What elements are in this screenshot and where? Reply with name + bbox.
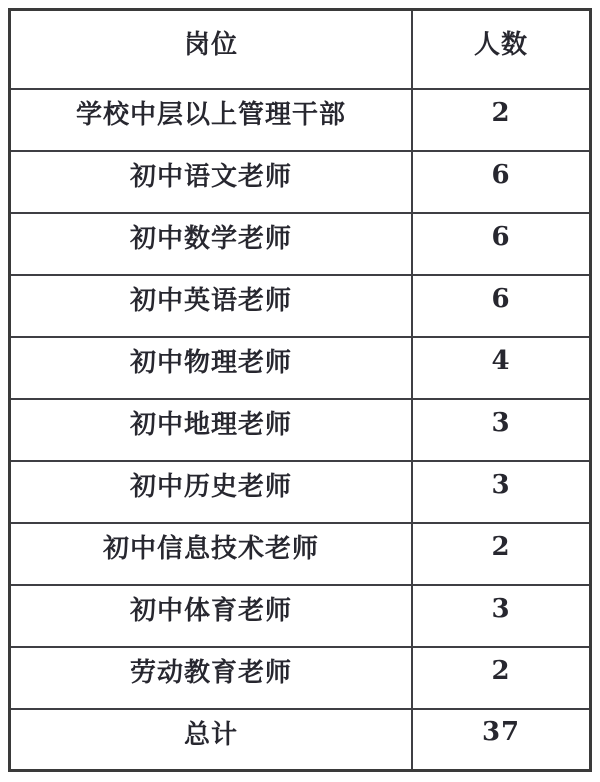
- count-cell: 6: [412, 275, 590, 337]
- table-row: [10, 461, 591, 523]
- table-row: [10, 523, 591, 585]
- position-cell: 总计: [10, 709, 413, 771]
- position-cell: 初中历史老师: [10, 461, 413, 523]
- table-row: [10, 151, 591, 213]
- header-row: [10, 10, 591, 89]
- count-cell: 37: [412, 709, 590, 771]
- count-cell: 6: [412, 213, 590, 275]
- position-cell: 劳动教育老师: [10, 647, 413, 709]
- count-cell: 2: [412, 523, 590, 585]
- count-cell: 2: [412, 647, 590, 709]
- table-row: [10, 399, 591, 461]
- position-cell: 初中物理老师: [10, 337, 413, 399]
- position-cell: 初中信息技术老师: [10, 523, 413, 585]
- position-cell: 学校中层以上管理干部: [10, 89, 413, 151]
- total-row: [10, 709, 591, 771]
- column-header-count: 人数: [412, 10, 590, 89]
- position-cell: 初中语文老师: [10, 151, 413, 213]
- count-cell: 3: [412, 585, 590, 647]
- table-body: [10, 89, 591, 771]
- position-cell: 初中体育老师: [10, 585, 413, 647]
- table-row: [10, 337, 591, 399]
- table-row: [10, 647, 591, 709]
- count-cell: 3: [412, 461, 590, 523]
- table-row: [10, 275, 591, 337]
- position-cell: 初中英语老师: [10, 275, 413, 337]
- table-row: [10, 585, 591, 647]
- count-cell: 4: [412, 337, 590, 399]
- recruitment-positions-table: [8, 8, 592, 772]
- count-cell: 2: [412, 89, 590, 151]
- table-row: [10, 89, 591, 151]
- position-cell: 初中地理老师: [10, 399, 413, 461]
- count-cell: 3: [412, 399, 590, 461]
- count-cell: 6: [412, 151, 590, 213]
- position-cell: 初中数学老师: [10, 213, 413, 275]
- column-header-position: 岗位: [10, 10, 413, 89]
- table-row: [10, 213, 591, 275]
